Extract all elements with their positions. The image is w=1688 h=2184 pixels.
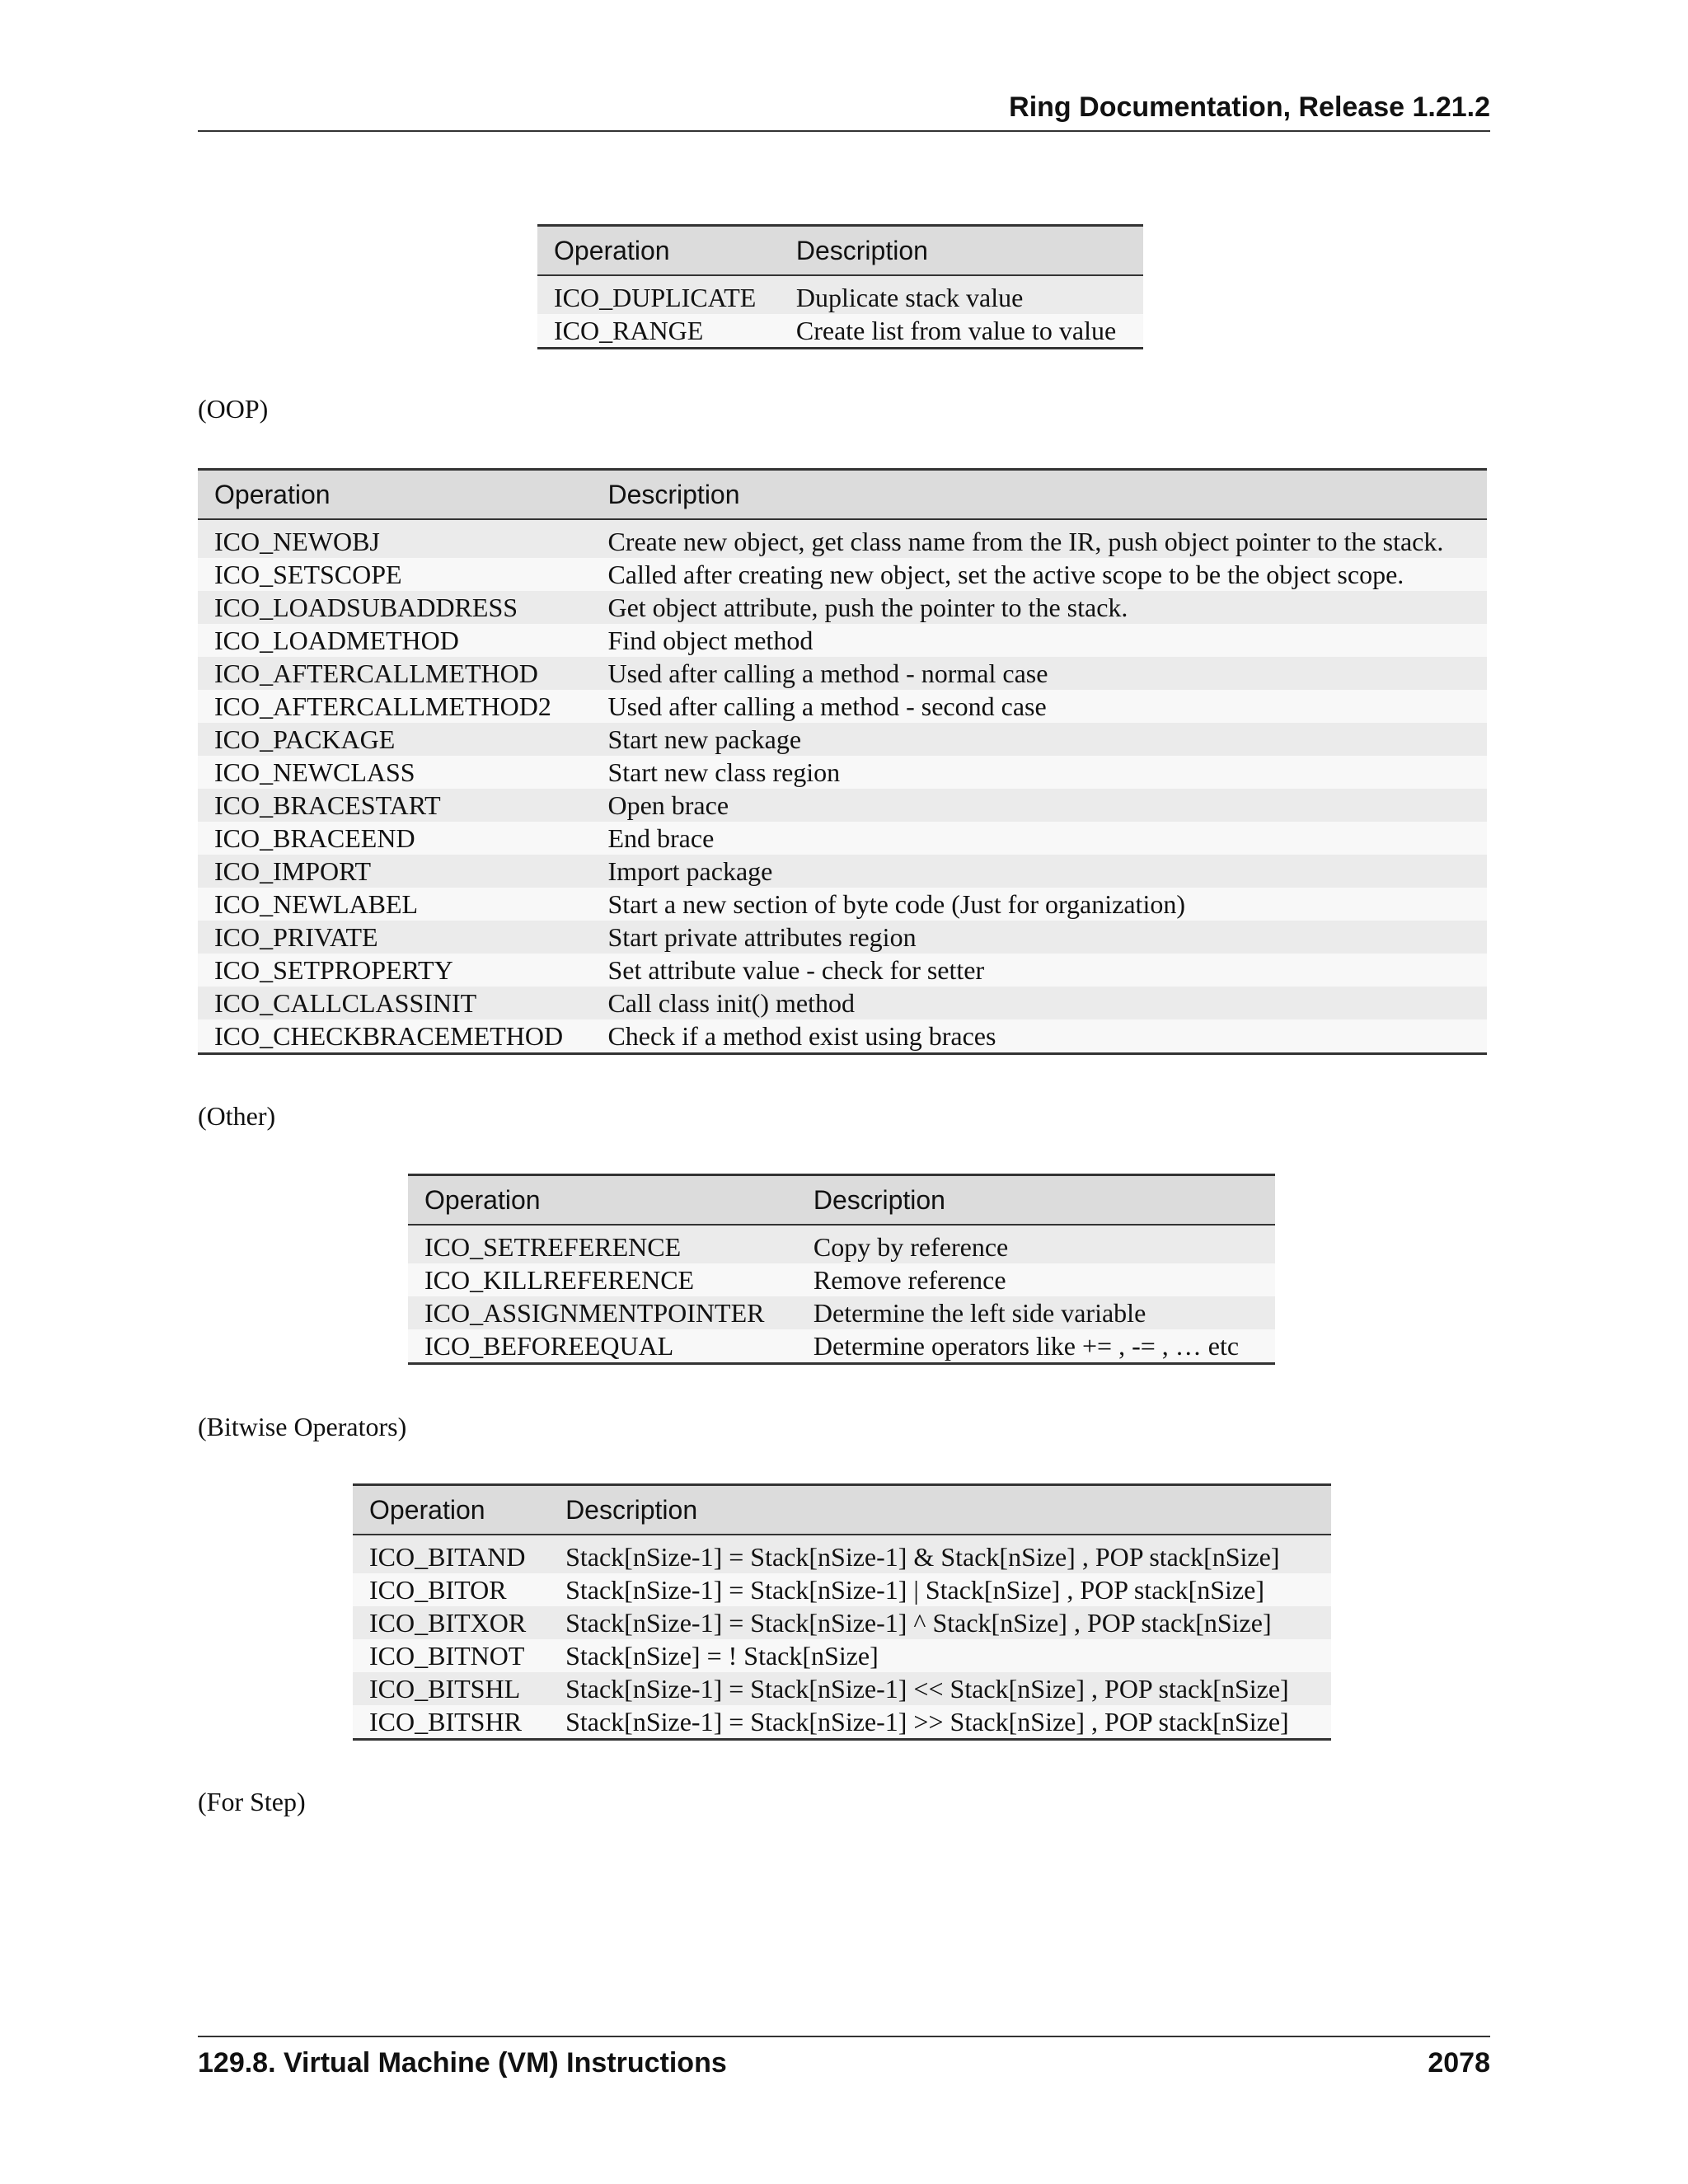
description-cell: Create list from value to value bbox=[780, 314, 1143, 349]
document-title: Ring Documentation, Release 1.21.2 bbox=[1009, 91, 1490, 123]
operation-cell: ICO_IMPORT bbox=[214, 856, 372, 886]
description-cell: Import package bbox=[607, 856, 773, 886]
section-caption-other: (Other) bbox=[198, 1101, 276, 1131]
operation-cell: ICO_BITXOR bbox=[369, 1608, 527, 1638]
table-row bbox=[353, 1705, 1331, 1740]
table-row bbox=[198, 987, 1487, 1019]
table-row bbox=[198, 690, 1487, 723]
table-other-ops bbox=[408, 1174, 1275, 1365]
table-row bbox=[198, 558, 1487, 591]
description-cell: Open brace bbox=[607, 790, 729, 820]
page-footer bbox=[198, 2036, 1490, 2079]
operation-cell: ICO_RANGE bbox=[537, 314, 780, 349]
table-row bbox=[408, 1263, 1275, 1296]
operation-cell: ICO_NEWOBJ bbox=[214, 527, 380, 556]
column-header-operation: Operation bbox=[198, 470, 591, 520]
description-cell: Call class init() method bbox=[607, 988, 855, 1018]
table-row bbox=[198, 519, 1487, 558]
table-row bbox=[198, 822, 1487, 855]
description-cell: Copy by reference bbox=[813, 1232, 1009, 1262]
table-row bbox=[198, 657, 1487, 690]
operation-cell: ICO_SETSCOPE bbox=[214, 560, 402, 589]
table-row bbox=[353, 1535, 1331, 1573]
description-cell: Stack[nSize-1] = Stack[nSize-1] >> Stack[nSize] , POP stack[nSize] bbox=[549, 1705, 1331, 1740]
operation-cell: ICO_BITAND bbox=[369, 1542, 526, 1572]
column-header-operation: Operation bbox=[353, 1485, 549, 1535]
operation-cell: ICO_CALLCLASSINIT bbox=[214, 988, 477, 1018]
footer-section-title: 129.8. Virtual Machine (VM) Instructions bbox=[198, 2047, 727, 2079]
operation-cell: ICO_BEFOREEQUAL bbox=[408, 1329, 797, 1364]
operation-cell: ICO_BITSHL bbox=[369, 1674, 521, 1704]
table-row bbox=[353, 1639, 1331, 1672]
table-row bbox=[353, 1573, 1331, 1606]
description-cell: Set attribute value - check for setter bbox=[607, 955, 985, 985]
description-cell: Create new object, get class name from the IR, push object pointer to the stack. bbox=[607, 527, 1444, 556]
table-row bbox=[198, 591, 1487, 624]
column-header-operation: Operation bbox=[537, 226, 780, 276]
table-row bbox=[353, 1672, 1331, 1705]
operation-cell: ICO_CHECKBRACEMETHOD bbox=[198, 1019, 591, 1054]
table-row bbox=[408, 1296, 1275, 1329]
operation-cell: ICO_NEWLABEL bbox=[214, 889, 419, 919]
description-cell: Used after calling a method - normal case bbox=[607, 658, 1048, 688]
section-caption-bitwise: (Bitwise Operators) bbox=[198, 1412, 407, 1441]
operation-cell: ICO_NEWCLASS bbox=[214, 757, 415, 787]
operation-cell: ICO_AFTERCALLMETHOD bbox=[214, 658, 538, 688]
table-row bbox=[198, 888, 1487, 921]
table-row bbox=[408, 1329, 1275, 1364]
table-row bbox=[537, 275, 1143, 314]
table-oop-ops bbox=[198, 468, 1487, 1055]
section-caption-oop: (OOP) bbox=[198, 394, 269, 424]
description-cell: Determine operators like += , -= , … etc bbox=[797, 1329, 1275, 1364]
table-row bbox=[198, 921, 1487, 954]
column-header-description: Description bbox=[797, 1175, 1275, 1226]
table-row bbox=[198, 756, 1487, 789]
description-cell: Duplicate stack value bbox=[795, 283, 1024, 312]
operation-cell: ICO_LOADMETHOD bbox=[214, 626, 459, 655]
description-cell: Start private attributes region bbox=[607, 922, 917, 952]
table-row bbox=[198, 954, 1487, 987]
description-cell: Determine the left side variable bbox=[813, 1298, 1146, 1328]
column-header-description: Description bbox=[780, 226, 1143, 276]
operation-cell: ICO_BITSHR bbox=[353, 1705, 549, 1740]
table-row bbox=[198, 723, 1487, 756]
table-stack-ops bbox=[537, 224, 1143, 349]
table-row bbox=[198, 855, 1487, 888]
description-cell: Remove reference bbox=[813, 1265, 1006, 1295]
description-cell: Start a new section of byte code (Just for organization) bbox=[607, 889, 1185, 919]
operation-cell: ICO_SETPROPERTY bbox=[214, 955, 453, 985]
operation-cell: ICO_DUPLICATE bbox=[554, 283, 757, 312]
operation-cell: ICO_AFTERCALLMETHOD2 bbox=[214, 691, 551, 721]
description-cell: Stack[nSize-1] = Stack[nSize-1] ^ Stack[nSize] , POP stack[nSize] bbox=[565, 1608, 1272, 1638]
column-header-description: Description bbox=[549, 1485, 1331, 1535]
table-row bbox=[198, 789, 1487, 822]
table-bitwise-ops bbox=[353, 1483, 1331, 1741]
description-cell: End brace bbox=[607, 823, 715, 853]
operation-cell: ICO_LOADSUBADDRESS bbox=[214, 593, 518, 622]
table-row bbox=[198, 1019, 1487, 1054]
description-cell: Start new class region bbox=[607, 757, 841, 787]
operation-cell: ICO_KILLREFERENCE bbox=[424, 1265, 695, 1295]
description-cell: Stack[nSize-1] = Stack[nSize-1] & Stack[nSize] , POP stack[nSize] bbox=[565, 1542, 1280, 1572]
operation-cell: ICO_BRACEEND bbox=[214, 823, 415, 853]
page-number: 2078 bbox=[1428, 2047, 1490, 2079]
operation-cell: ICO_PRIVATE bbox=[214, 922, 378, 952]
description-cell: Get object attribute, push the pointer to the stack. bbox=[607, 593, 1128, 622]
operation-cell: ICO_ASSIGNMENTPOINTER bbox=[424, 1298, 765, 1328]
operation-cell: ICO_PACKAGE bbox=[214, 724, 396, 754]
table-row bbox=[353, 1606, 1331, 1639]
table-row bbox=[198, 624, 1487, 657]
column-header-description: Description bbox=[591, 470, 1487, 520]
table-row bbox=[537, 314, 1143, 349]
section-caption-for-step: (For Step) bbox=[198, 1787, 306, 1816]
description-cell: Stack[nSize-1] = Stack[nSize-1] | Stack[nSize] , POP stack[nSize] bbox=[565, 1575, 1264, 1605]
description-cell: Start new package bbox=[607, 724, 802, 754]
description-cell: Stack[nSize] = ! Stack[nSize] bbox=[565, 1641, 879, 1671]
operation-cell: ICO_BRACESTART bbox=[214, 790, 441, 820]
table-row bbox=[408, 1225, 1275, 1263]
operation-cell: ICO_BITNOT bbox=[369, 1641, 525, 1671]
column-header-operation: Operation bbox=[408, 1175, 797, 1226]
description-cell: Stack[nSize-1] = Stack[nSize-1] << Stack[nSize] , POP stack[nSize] bbox=[565, 1674, 1289, 1704]
operation-cell: ICO_BITOR bbox=[369, 1575, 507, 1605]
description-cell: Used after calling a method - second case bbox=[607, 691, 1047, 721]
description-cell: Find object method bbox=[607, 626, 814, 655]
description-cell: Called after creating new object, set the active scope to be the object scope. bbox=[607, 560, 1404, 589]
page-header bbox=[198, 91, 1490, 132]
operation-cell: ICO_SETREFERENCE bbox=[424, 1232, 682, 1262]
description-cell: Check if a method exist using braces bbox=[591, 1019, 1487, 1054]
